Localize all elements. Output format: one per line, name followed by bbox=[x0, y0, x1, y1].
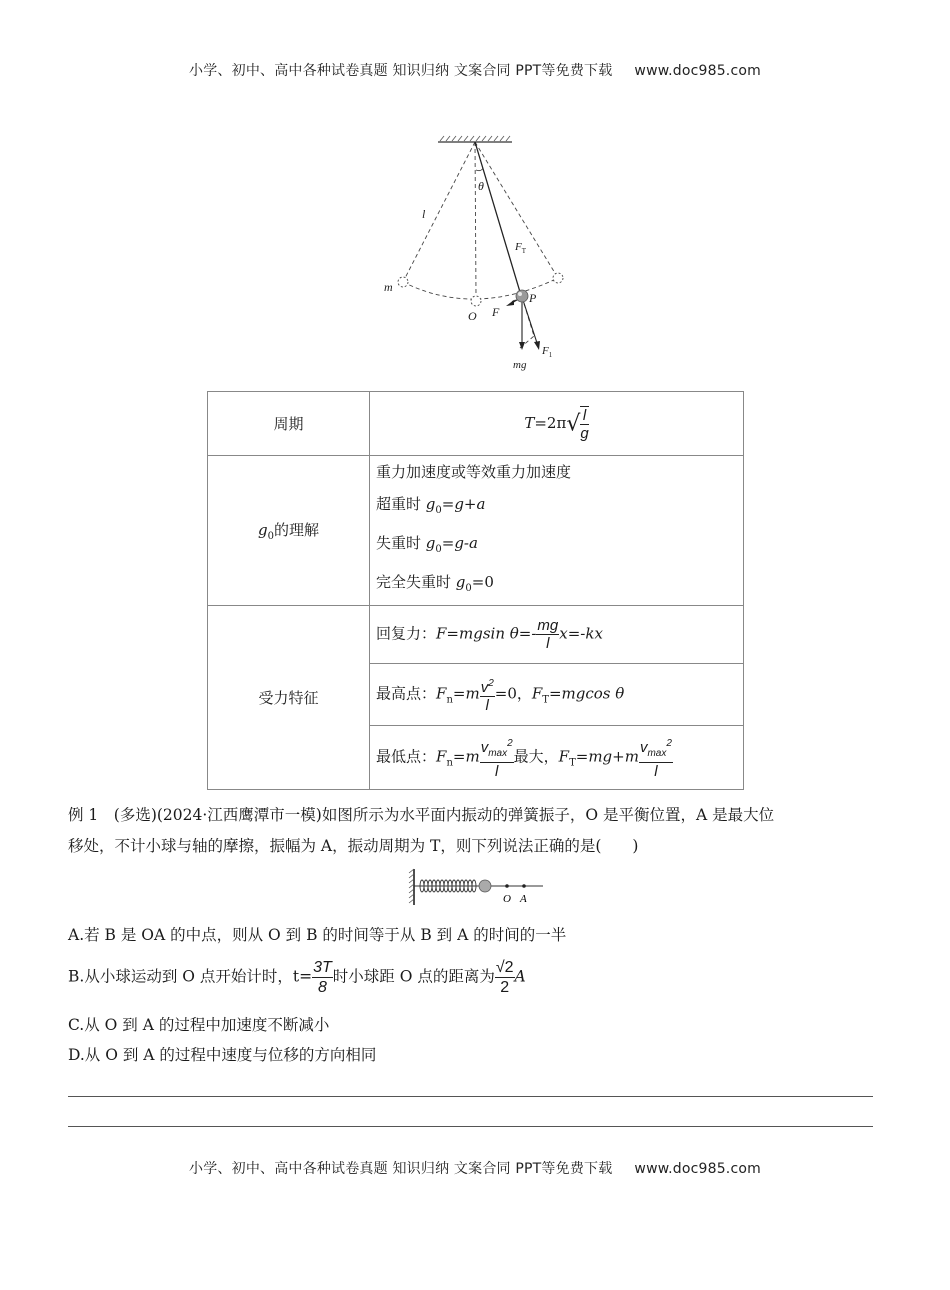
example-line-2: 移处，不计小球与轴的摩擦，振幅为 A，振动周期为 T，则下列说法正确的是( ) bbox=[68, 837, 639, 855]
label-P: P bbox=[529, 291, 537, 305]
g0-label: $g_0$的理解 bbox=[208, 456, 370, 606]
example-line-1: 例 1 (多选)(2024·江西鹰潭市一模)如图所示为水平面内振动的弹簧振子，O 是平衡位置，A 是最大位 bbox=[68, 806, 775, 824]
label-O: O bbox=[503, 893, 511, 905]
footer-site[interactable]: www.doc985.com bbox=[634, 1161, 761, 1177]
highest-point: 最高点：$F_n=m$ $\frac{v^2}{l}$ =0，$F_T=mgcos$ θ bbox=[370, 664, 744, 726]
label-theta: θ bbox=[478, 179, 484, 193]
page-footer bbox=[0, 1158, 950, 1178]
pendulum-table bbox=[207, 391, 744, 790]
option-d: D.从 O 到 A 的过程中速度与位移的方向相同 bbox=[68, 1046, 377, 1064]
label-O: O bbox=[468, 309, 477, 323]
table-row bbox=[208, 392, 744, 456]
answer-line bbox=[68, 1096, 873, 1097]
label-F: F bbox=[492, 305, 500, 319]
lowest-point: 最低点：$F_n=m$ $\frac{v_{max}^2}{l}$ 最大，$F_T=mg+m$ $\frac{v_{max}^2}{l}$ bbox=[370, 726, 744, 790]
header-text: 小学、初中、高中各种试卷真题 知识归纳 文案合同 PPT等免费下载 bbox=[189, 63, 613, 79]
label-F1: $F_1$ bbox=[542, 345, 553, 359]
spring-oscillator-figure bbox=[408, 867, 548, 907]
period-label: 周期 bbox=[208, 392, 370, 456]
footer-text: 小学、初中、高中各种试卷真题 知识归纳 文案合同 PPT等免费下载 bbox=[189, 1161, 613, 1177]
answer-line bbox=[68, 1126, 873, 1127]
label-FT: $F_T$ bbox=[515, 241, 527, 255]
table-row bbox=[208, 456, 744, 606]
page-header bbox=[0, 60, 950, 80]
label-l: l bbox=[422, 207, 426, 221]
restoring-force: 回复力：F=mgsin θ=- $\frac{mg}{l}$ x=-kx bbox=[370, 606, 744, 664]
option-a: A.若 B 是 OA 的中点，则从 O 到 B 的时间等于从 B 到 A 的时间的一半 bbox=[68, 926, 567, 944]
label-A: A bbox=[520, 893, 527, 905]
label-mg: mg bbox=[513, 359, 527, 371]
table-row bbox=[208, 606, 744, 664]
g0-content: 重力加速度或等效重力加速度 超重时 $g_0=g+a$ 失重时 $g_0=g-a$ 完全失重时 $g_0=0$ bbox=[370, 456, 744, 606]
period-formula: T=2π√ $\frac{l}{g}$ bbox=[370, 392, 744, 456]
pendulum-figure bbox=[370, 130, 590, 375]
option-b: B.从小球运动到 O 点开始计时，t= $\frac{3T}{8}$ 时小球距 O 点的距离为 $\frac{√2}{2}$ A bbox=[68, 959, 526, 996]
label-m: m bbox=[384, 280, 393, 294]
force-label: 受力特征 bbox=[208, 606, 370, 790]
option-c: C.从 O 到 A 的过程中加速度不断减小 bbox=[68, 1016, 330, 1034]
header-site[interactable]: www.doc985.com bbox=[634, 63, 761, 79]
